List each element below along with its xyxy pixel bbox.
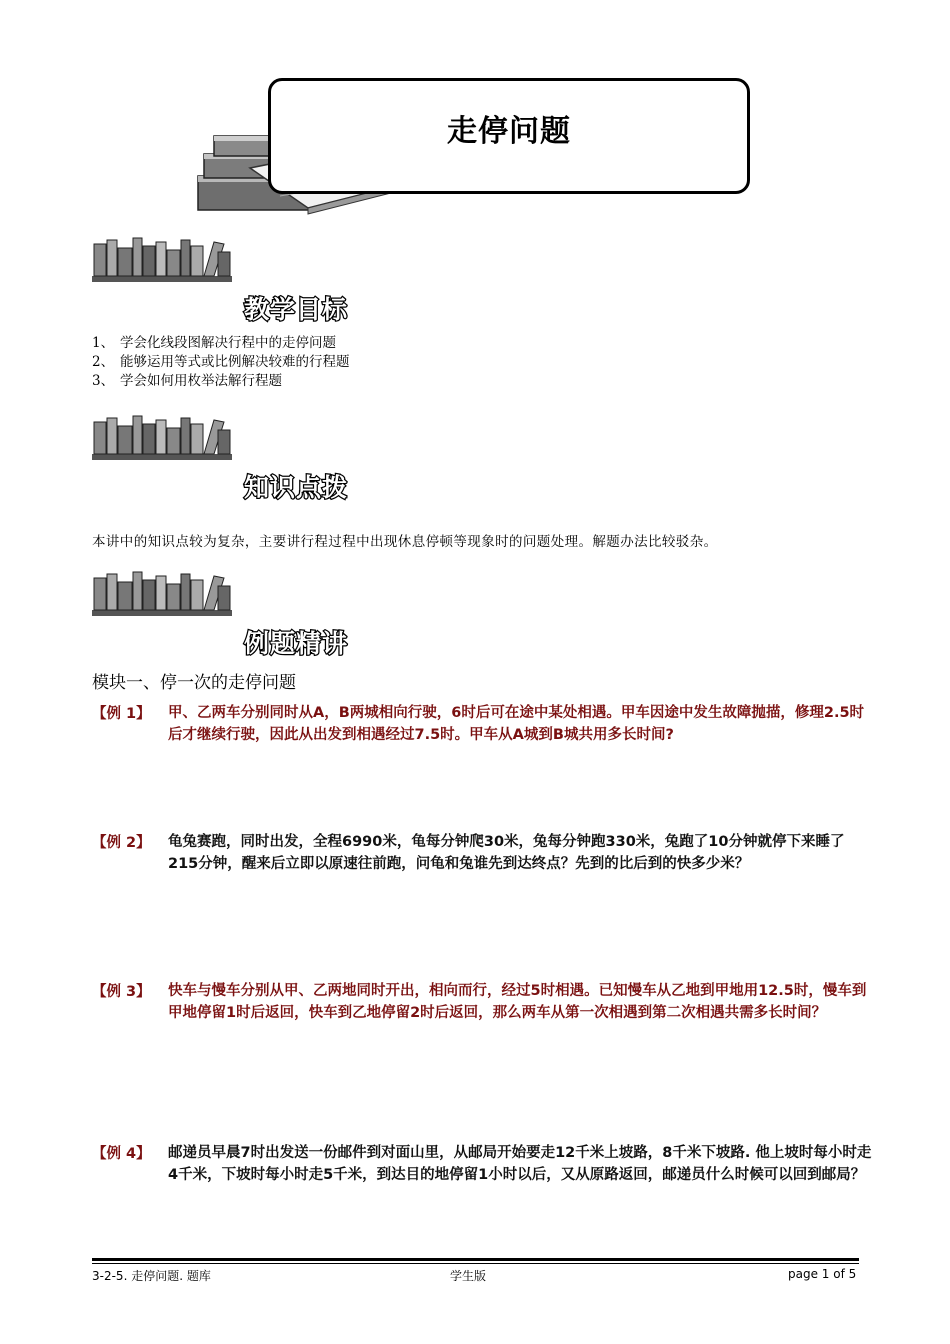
goal-item: 2、 能够运用等式或比例解决较难的行程题 (92, 354, 350, 370)
section-heading-knowledge: 知识点拨 (244, 473, 349, 502)
example-label: 【例 3】 (92, 984, 151, 1000)
goals-list (92, 334, 350, 391)
page-title: 走停问题 (447, 114, 571, 149)
section-heading-goals: 教学目标 (244, 295, 349, 324)
footer-right: page 1 of 5 (788, 1267, 857, 1281)
example-text: 龟兔赛跑，同时出发，全程6990米，龟每分钟爬30米，兔每分钟跑330米，兔跑了10分钟就停下来睡了215分钟，醒来后立即以原速往前跑，问龟和兔谁先到达终点？先到的比后到的快多少米？ (168, 834, 845, 872)
footer-left: 3-2-5. 走停问题. 题库 (92, 1269, 211, 1283)
footer-center: 学生版 (450, 1269, 487, 1283)
example-text: 甲、乙两车分别同时从A，B两城相向行驶，6时后可在途中某处相遇。甲车因途中发生故障抛描，修理2.5时后才继续行驶，因此从出发到相遇经过7.5时。甲车从A城到B城共用多长时间? (168, 705, 865, 743)
footer-rule (92, 1258, 859, 1261)
module-title: 模块一、停一次的走停问题 (92, 673, 296, 693)
bookshelf-icon (92, 236, 232, 284)
goal-item: 1、 学会化线段图解决行程中的走停问题 (92, 335, 336, 351)
goal-item: 3、 学会如何用枚举法解行程题 (92, 373, 282, 389)
example-text: 邮递员早晨7时出发送一份邮件到对面山里，从邮局开始要走12千米上坡路，8千米下坡路. 他上坡时每小时走4千米，下坡时每小时走5千米，到达目的地停留1小时以后，又从原路返回，邮递员什么时候可以回到邮局？ (168, 1145, 872, 1183)
bookshelf-icon (92, 414, 232, 462)
section-heading-examples: 例题精讲 (244, 629, 349, 658)
example-label: 【例 2】 (92, 835, 151, 851)
bookshelf-icon (92, 570, 232, 618)
example-label: 【例 4】 (92, 1146, 151, 1162)
intro-paragraph: 本讲中的知识点较为复杂，主要讲行程过程中出现休息停顿等现象时的问题处理。解题办法比较驳杂。 (92, 534, 718, 550)
example-text: 快车与慢车分别从甲、乙两地同时开出，相向而行，经过5时相遇。已知慢车从乙地到甲地用12.5时，慢车到甲地停留1时后返回，快车到乙地停留2时后返回，那么两车从第一次相遇到第二次相遇共需多长时间？ (168, 983, 867, 1021)
footer-rule-thin (92, 1263, 859, 1264)
example-label: 【例 1】 (92, 706, 151, 722)
